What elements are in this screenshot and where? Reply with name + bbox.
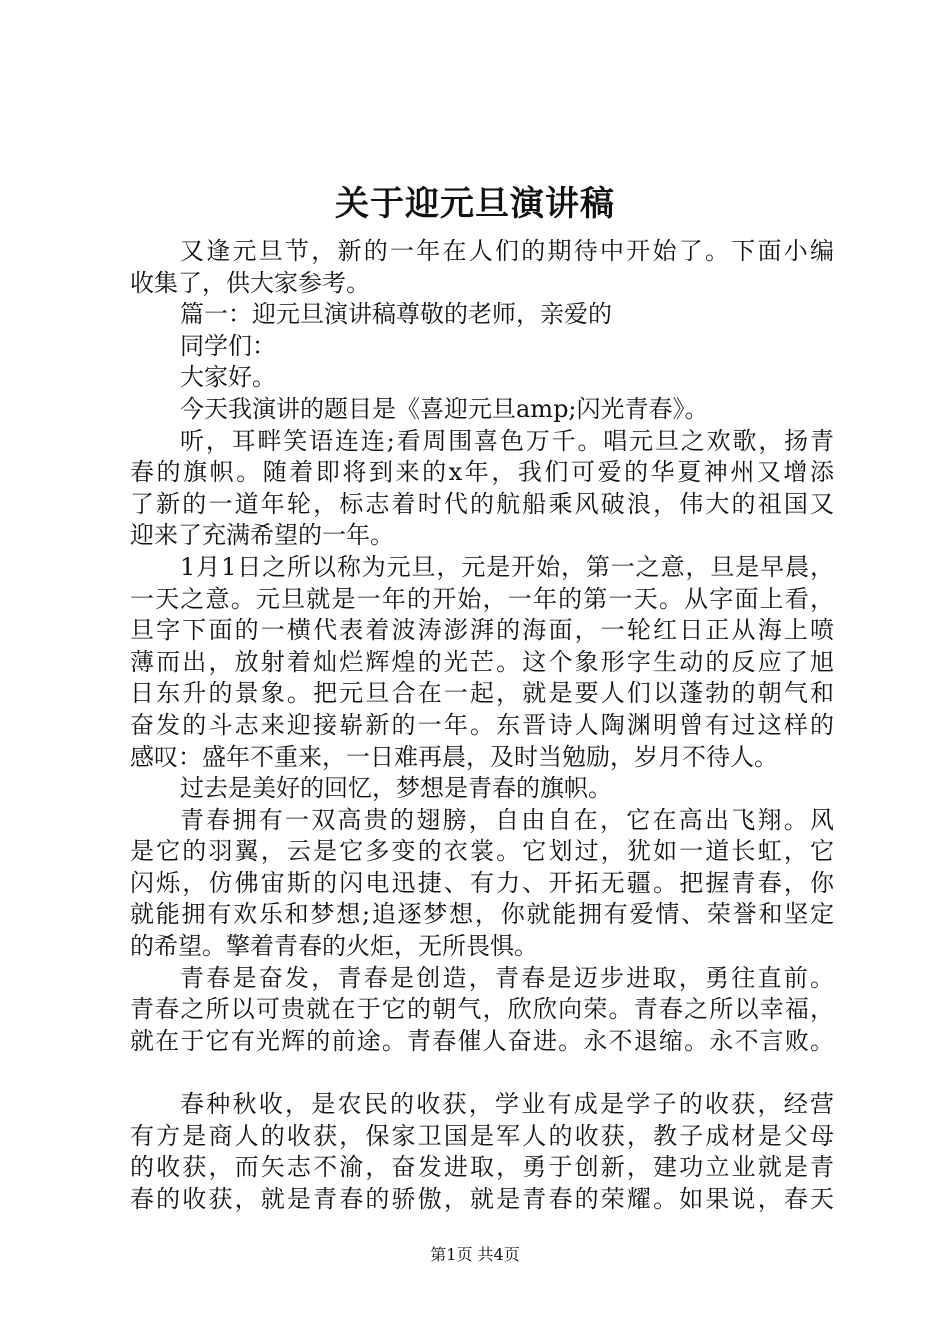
body-line: 听，耳畔笑语连连;看周围喜色万千。唱元旦之欢歌，扬青 [180,426,834,455]
body-line: 春的旗帜。随着即将到来的x年，我们可爱的华夏神州又增添 [130,458,834,487]
body-line: 青春拥有一双高贵的翅膀，自由自在，它在高出飞翔。风 [180,805,834,834]
body-line: 是它的羽翼，云是它多变的衣裳。它划过，犹如一道长虹，它 [130,837,834,866]
body-line: 春的收获，就是青春的骄傲，就是青春的荣耀。如果说，春天 [130,1184,834,1213]
body-line: 薄而出，放射着灿烂辉煌的光芒。这个象形字生动的反应了旭 [130,647,834,676]
document-title: 关于迎元旦演讲稿 [335,184,615,224]
document-body [130,236,834,1215]
body-line: 过去是美好的回忆，梦想是青春的旗帜。 [180,774,612,803]
body-line: 就能拥有欢乐和梦想;追逐梦想，你就能拥有爱情、荣誉和坚定 [130,900,834,929]
body-line: 1月1日之所以称为元旦，元是开始，第一之意，旦是早晨， [180,552,834,581]
body-line: 同学们： [180,331,276,360]
body-line: 有方是商人的收获，保家卫国是军人的收获，教子成材是父母 [130,1121,834,1150]
body-line: 青春是奋发，青春是创造，青春是迈步进取，勇往直前。 [180,963,834,992]
body-line: 的希望。擎着青春的火炬，无所畏惧。 [130,932,538,961]
page-footer: 第1页 共4页 [430,1245,520,1264]
body-line: 就在于它有光辉的前途。青春催人奋进。永不退缩。永不言败。 [130,1026,834,1055]
paragraph-spacer [130,1057,834,1089]
body-line: 闪烁，仿佛宙斯的闪电迅捷、有力、开拓无疆。把握青春，你 [130,868,834,897]
body-line: 感叹：盛年不重来，一日难再晨，及时当勉励，岁月不待人。 [130,742,778,771]
body-line: 旦字下面的一横代表着波涛澎湃的海面，一轮红日正从海上喷 [130,616,834,645]
body-line: 大家好。 [180,363,276,392]
body-line: 迎来了充满希望的一年。 [130,521,394,550]
body-line: 了新的一道年轮，标志着时代的航船乘风破浪，伟大的祖国又 [130,489,834,518]
body-line: 收集了，供大家参考。 [130,268,370,297]
body-line: 日东升的景象。把元旦合在一起，就是要人们以蓬勃的朝气和 [130,679,834,708]
body-line: 又逢元旦节，新的一年在人们的期待中开始了。下面小编 [180,237,834,265]
body-line: 的收获，而矢志不渝，奋发进取，勇于创新，建功立业就是青 [130,1153,834,1182]
body-line: 一天之意。元旦就是一年的开始，一年的第一天。从字面上看， [130,584,834,613]
body-line: 今天我演讲的题目是《喜迎元旦amp;闪光青春》。 [180,394,709,423]
body-line: 春种秋收，是农民的收获，学业有成是学子的收获，经营 [180,1090,834,1119]
body-line: 青春之所以可贵就在于它的朝气，欣欣向荣。青春之所以幸福， [130,995,834,1024]
body-line: 奋发的斗志来迎接崭新的一年。东晋诗人陶渊明曾有过这样的 [130,710,834,739]
body-line: 篇一：迎元旦演讲稿尊敬的老师，亲爱的 [180,300,612,329]
